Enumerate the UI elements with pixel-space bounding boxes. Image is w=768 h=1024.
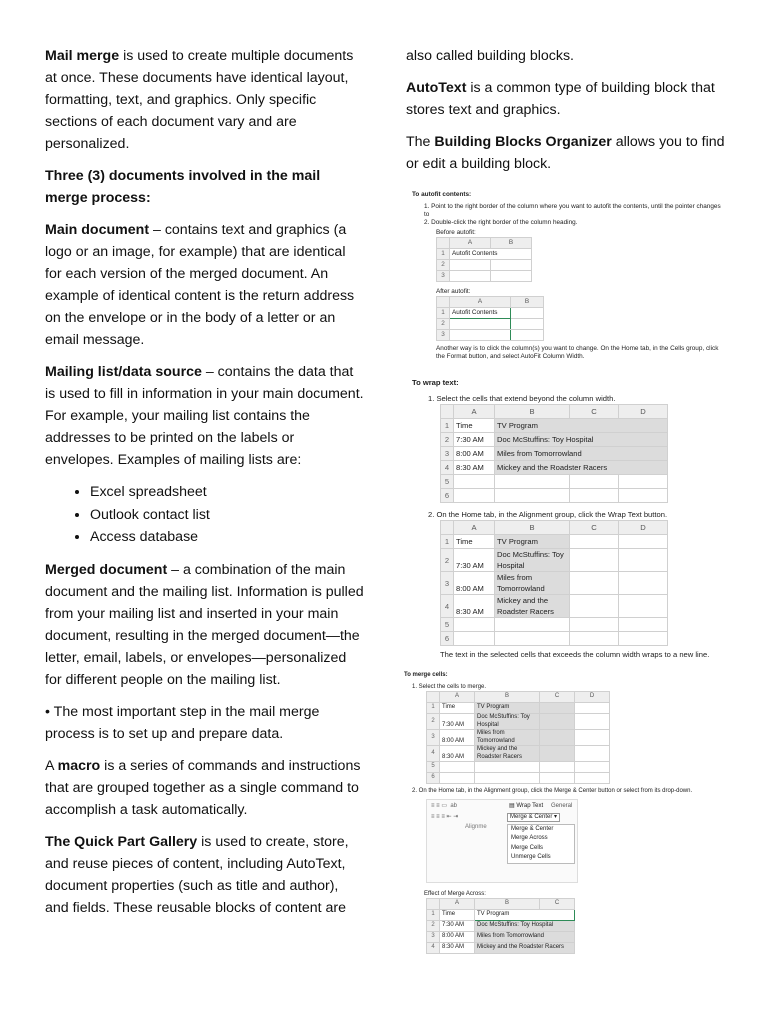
cell: Mickey and the Roadster Racers: [475, 746, 540, 762]
autofit-cell: Autofit Contents: [450, 249, 532, 260]
cell: 8:30 AM: [454, 461, 495, 475]
row-header: 3: [437, 330, 450, 341]
row-header: 4: [441, 595, 454, 618]
mailing-list-examples: [45, 481, 365, 549]
step-text: 2. On the Home tab, in the Alignment group, click the Merge & Center button or select from its drop-down.: [412, 788, 693, 794]
term: Mail merge: [45, 48, 120, 64]
row-header: 2: [437, 319, 450, 330]
cell: 7:30 AM: [440, 714, 475, 730]
col-header: B: [511, 297, 544, 308]
cell: 8:30 AM: [440, 943, 475, 954]
text: is used to create, store, and reuse pieces of content, including AutoText, document properties (such as title and author), and fields. These reusable blocks of content are: [45, 833, 349, 916]
corner-cell: [437, 238, 450, 249]
cell: Mickey and the Roadster Racers: [475, 943, 575, 954]
text: is a series of commands and instructions that are grouped together as a single command to accomplish a task automatically.: [45, 757, 361, 818]
cell: TV Program: [475, 703, 540, 714]
row-header: 6: [427, 773, 440, 784]
step-text: 1. Select the cells to merge.: [412, 683, 487, 690]
effect-label: Effect of Merge Across:: [424, 890, 486, 897]
row-header: 6: [441, 632, 454, 646]
cell: Time: [440, 910, 475, 921]
row-header: 4: [427, 746, 440, 762]
row-header: 3: [437, 271, 450, 282]
merge-cells-figure: [404, 672, 734, 954]
row-header: 3: [427, 730, 440, 746]
row-header: 2: [441, 433, 454, 447]
before-table: [436, 237, 532, 282]
col-header: B: [475, 692, 540, 703]
cell: 8:00 AM: [454, 447, 495, 461]
text: – a combination of the main document and the mailing list. Information is pulled from your mailing list and inserted in your main document, resulting in the merged document—the letter, email, labels, or envelopes—personalized for different people on the mailing list.: [45, 561, 364, 688]
note-text: The text in the selected cells that exceeds the column width wraps to a new line.: [440, 650, 710, 659]
autofit-cell: Autofit Contents: [450, 308, 511, 319]
corner-cell: [441, 405, 454, 419]
text: – contains the data that is used to fill in information in your main document. For example, your mailing list contains the addresses to be printed on the labels or envelopes. Examples of mailing lists are:: [45, 364, 364, 468]
col-header: A: [454, 521, 495, 535]
cell: TV Program: [495, 535, 570, 549]
after-table: [436, 296, 544, 341]
col-header: A: [450, 297, 511, 308]
note-text: Another way is to click the column(s) you want to change. On the Home tab, in the Cells group, click the Format button, and select AutoFit Column Width.: [436, 345, 719, 360]
corner-cell: [437, 297, 450, 308]
wrap-before-table: [440, 404, 668, 503]
cell: Time: [454, 419, 495, 433]
corner-cell: [441, 521, 454, 535]
cell: Time: [454, 535, 495, 549]
text: – contains text and graphics (a logo or an image, for example) that are identical for each version of the merged document. An example of identical content is the return address on the envelope or in the body of a letter or an email message.: [45, 222, 355, 348]
align-icons: ≡ ≡ ▭ ab: [431, 802, 458, 809]
step-text: 2. On the Home tab, in the Alignment group, click the Wrap Text button.: [428, 510, 668, 519]
col-header: B: [475, 899, 540, 910]
col-header: D: [619, 405, 668, 419]
term: macro: [57, 757, 101, 774]
row-header: 4: [427, 943, 440, 954]
row-header: 3: [427, 932, 440, 943]
term: Mailing list/data source: [45, 364, 202, 380]
figure-title: To autofit contents:: [412, 191, 472, 198]
wrap-text-figure: [412, 377, 732, 660]
figure-title: To merge cells:: [404, 672, 448, 678]
row-header: 2: [441, 549, 454, 572]
merge-center-button[interactable]: Merge & Center ▾: [507, 813, 560, 823]
autofit-figure: [412, 191, 727, 361]
col-header: C: [540, 692, 575, 703]
cell: TV Program: [495, 419, 668, 433]
cell: Miles from Tomorrowland: [495, 572, 570, 595]
row-header: 3: [441, 447, 454, 461]
menu-item[interactable]: Unmerge Cells: [511, 854, 551, 860]
row-header: 2: [427, 714, 440, 730]
cell: 8:00 AM: [454, 572, 495, 595]
row-header: 3: [441, 572, 454, 595]
menu-item[interactable]: Merge Cells: [511, 844, 544, 851]
col-header: A: [440, 692, 475, 703]
merged-document-paragraph: [45, 559, 365, 691]
corner-cell: [427, 692, 440, 703]
col-header: D: [575, 692, 610, 703]
cell: 7:30 AM: [454, 433, 495, 447]
wrap-text-label: Wrap Text: [516, 802, 544, 809]
cell: Mickey and the Roadster Racers: [495, 595, 570, 618]
row-header: 1: [437, 308, 450, 319]
after-label: After autofit:: [436, 288, 471, 295]
col-header: B: [495, 405, 570, 419]
step-text: 2. Double-click the right border of the column heading.: [424, 219, 578, 226]
wrap-text-row: [509, 803, 543, 811]
right-column: [406, 45, 736, 185]
row-header: 5: [441, 618, 454, 632]
autotext-paragraph: [406, 77, 736, 121]
cell: Doc McStuffins: Toy Hospital: [495, 433, 668, 447]
text: A: [45, 757, 58, 774]
before-label: Before autofit:: [436, 229, 476, 236]
term: Building Blocks Organizer: [434, 134, 612, 150]
cell: Time: [440, 703, 475, 714]
building-blocks-paragraph: [406, 131, 736, 175]
term: The Quick Part Gallery: [45, 833, 198, 850]
cell: Doc McStuffins: Toy Hospital: [475, 714, 540, 730]
col-header: B: [495, 521, 570, 535]
merge-across-table: [426, 898, 575, 954]
col-header: D: [619, 521, 668, 535]
list-item: • Outlook contact list: [90, 504, 365, 527]
col-header: B: [491, 238, 532, 249]
term: AutoText: [406, 80, 467, 96]
continuation-paragraph: also called building blocks.: [406, 48, 574, 64]
col-header: A: [454, 405, 495, 419]
cell: 7:30 AM: [454, 549, 495, 572]
cell: Miles from Tomorrowland: [495, 447, 668, 461]
col-header: C: [570, 521, 619, 535]
cell: Doc McStuffins: Toy Hospital: [475, 921, 575, 932]
wrap-text-icon: ▤: [509, 802, 515, 809]
row-header: 1: [437, 249, 450, 260]
corner-cell: [427, 899, 440, 910]
mailing-list-paragraph: [45, 361, 365, 471]
merge-center-label: Merge & Center: [510, 813, 553, 820]
left-column: [45, 45, 365, 929]
text: The: [406, 134, 435, 150]
col-header: A: [450, 238, 491, 249]
cell: TV Program: [475, 910, 575, 921]
text: is a common type of building block that stores text and graphics.: [406, 80, 715, 118]
col-header: C: [570, 405, 619, 419]
group-label: Alignme: [465, 823, 487, 830]
menu-item[interactable]: Merge & Center: [511, 825, 554, 832]
term: Main document: [45, 222, 150, 238]
cell: Doc McStuffins: Toy Hospital: [495, 549, 570, 572]
row-header: 6: [441, 489, 454, 503]
cell: Miles from Tomorrowland: [475, 932, 575, 943]
list-item: • Access database: [90, 526, 365, 549]
row-header: 1: [427, 910, 440, 921]
main-document-paragraph: [45, 219, 365, 351]
cell: 8:00 AM: [440, 730, 475, 746]
list-item: • Excel spreadsheet: [90, 481, 365, 504]
align-icons-2: ≡ ≡ ≡ ⇤ ⇥: [431, 813, 459, 820]
step-text: 1. Select the cells that extend beyond the column width.: [428, 394, 616, 403]
row-header: 1: [441, 419, 454, 433]
menu-item[interactable]: Merge Across: [511, 835, 548, 841]
col-header: A: [440, 899, 475, 910]
row-header: 5: [427, 762, 440, 773]
text: allows you to find or edit a building block.: [406, 134, 725, 172]
row-header: 4: [441, 461, 454, 475]
cell: Mickey and the Roadster Racers: [495, 461, 668, 475]
cell: 8:00 AM: [440, 932, 475, 943]
text: is used to create multiple documents at once. These documents have identical layout, formatting, text, and graphics. Only specific sections of each document vary and are personalized.: [45, 48, 354, 152]
macro-paragraph: [45, 755, 365, 821]
ribbon-snippet: [426, 799, 578, 883]
quick-part-paragraph: [45, 831, 365, 919]
cell: Miles from Tomorrowland: [475, 730, 540, 746]
row-header: 2: [427, 921, 440, 932]
figure-title: To wrap text:: [412, 378, 459, 387]
step-text: 1. Point to the right border of the column where you want to autofit the contents, until the pointer changes to: [424, 203, 721, 218]
row-header: 1: [441, 535, 454, 549]
important-step-paragraph: • The most important step in the mail merge process is to set up and prepare data.: [45, 703, 320, 742]
merge-dropdown: [507, 824, 575, 864]
merge-select-table: [426, 691, 610, 784]
term: Merged document: [45, 561, 168, 578]
number-format: General: [551, 802, 573, 809]
cell: 8:30 AM: [440, 746, 475, 762]
col-header: C: [540, 899, 575, 910]
cell: 8:30 AM: [454, 595, 495, 618]
row-header: 1: [427, 703, 440, 714]
cell: 7:30 AM: [440, 921, 475, 932]
section-heading: [45, 165, 365, 209]
row-header: 2: [437, 260, 450, 271]
heading-text: Three (3) documents involved in the mail merge process:: [45, 168, 321, 206]
wrap-after-table: [440, 520, 668, 646]
mail-merge-paragraph: [45, 45, 365, 155]
row-header: 5: [441, 475, 454, 489]
